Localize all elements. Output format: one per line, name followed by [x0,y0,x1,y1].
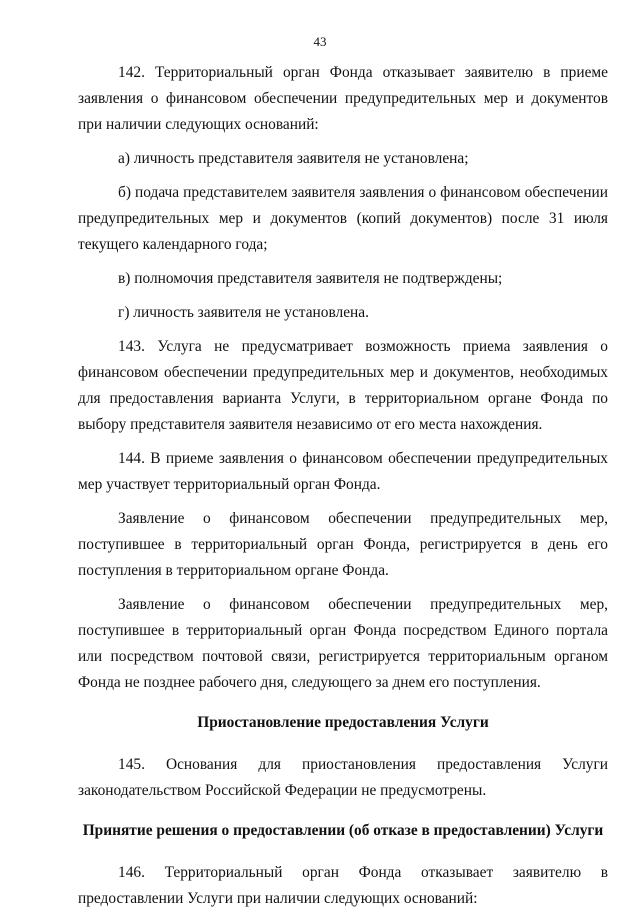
paragraph-143: 143. Услуга не предусматривает возможность приема заявления о финансовом обеспечении предупредительных мер и документов, необходимых для предоставления варианта Услуги, в территориальном органе Фонда по выбору представителя заявителя независимо от его места нахождения. [78,338,608,433]
section-heading-decision: Принятие решения о предоставлении (об отказе в предоставлении) Услуги [82,822,604,839]
paragraph-142: 142. Территориальный орган Фонда отказывает заявителю в приеме заявления о финансовом обеспечении предупредительных мер и документов при наличии следующих оснований: [78,64,608,133]
page-number: 43 [313,34,327,49]
list-item-a: а) личность представителя заявителя не установлена; [118,150,469,167]
list-item-v: в) полномочия представителя заявителя не подтверждены; [118,270,503,287]
list-item-g: г) личность заявителя не установлена. [118,304,369,321]
paragraph-145: 145. Основания для приостановления предоставления Услуги законодательством Российской Федерации не предусмотрены. [78,756,608,799]
document-body [78,60,608,920]
paragraph-144: 144. В приеме заявления о финансовом обеспечении предупредительных мер участвует территориальный орган Фонда. [78,450,608,493]
paragraph-registration-2: Заявление о финансовом обеспечении предупредительных мер, поступившее в территориальный орган Фонда посредством Единого портала или посредством почтовой связи, регистрируется территориальным органом Фонда не позднее рабочего дня, следующего за днем его поступления. [78,596,608,691]
paragraph-146: 146. Территориальный орган Фонда отказывает заявителю в предоставлении Услуги при наличии следующих оснований: [78,864,608,907]
paragraph-registration-1: Заявление о финансовом обеспечении предупредительных мер, поступившее в территориальный орган Фонда, регистрируется в день его поступления в территориальном органе Фонда. [78,510,608,579]
list-item-b: б) подача представителем заявителя заявления о финансовом обеспечении предупредительных мер и документов (копий документов) после 31 июля текущего календарного года; [78,184,608,253]
section-heading-suspension: Приостановление предоставления Услуги [197,714,489,731]
